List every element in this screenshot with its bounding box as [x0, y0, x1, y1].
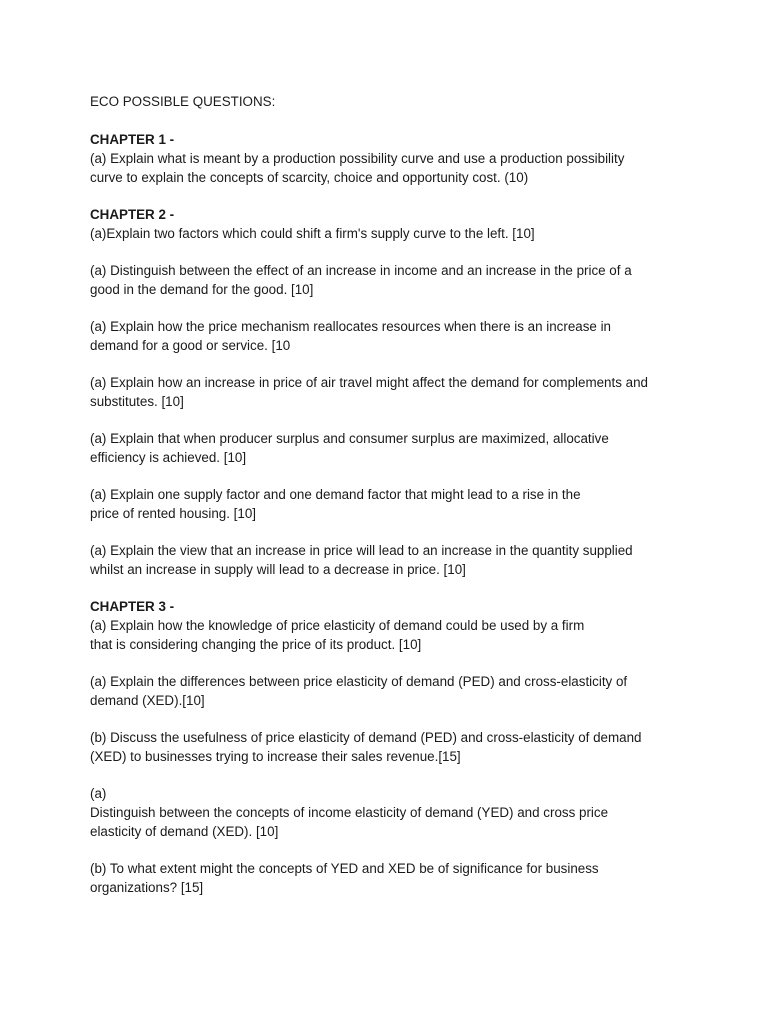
question-item: (a) Explain that when producer surplus and consumer surplus are maximized, allocative efficiency is achieved. [10]: [90, 431, 609, 465]
question-item: (a) Explain how the price mechanism reallocates resources when there is an increase in demand for a good or service. [10: [90, 319, 611, 353]
question-item: (a)Explain two factors which could shift a firm's supply curve to the left. [10]: [90, 226, 535, 241]
document-title: ECO POSSIBLE QUESTIONS:: [90, 94, 276, 109]
chapter-heading: CHAPTER 3 -: [90, 599, 175, 614]
chapter-heading: CHAPTER 1 -: [90, 132, 175, 147]
question-item: (a) Explain the view that an increase in price will lead to an increase in the quantity supplied whilst an increase in supply will lead to a decrease in price. [10]: [90, 543, 633, 577]
question-item: (a) Explain what is meant by a production possibility curve and use a production possibility curve to explain the concepts of scarcity, choice and opportunity cost. (10): [90, 151, 625, 185]
document-page: [90, 92, 690, 915]
chapter-2-section: [90, 205, 690, 579]
question-item: (b) Discuss the usefulness of price elasticity of demand (PED) and cross-elasticity of demand (XED) to businesses trying to increase their sales revenue.[15]: [90, 730, 642, 764]
question-item: (a) Explain how the knowledge of price elasticity of demand could be used by a firm that is considering changing the price of its product. [10]: [90, 618, 585, 652]
chapter-1-section: [90, 130, 690, 187]
chapter-3-section: [90, 597, 690, 897]
question-item: (b) To what extent might the concepts of YED and XED be of significance for business organizations? [15]: [90, 861, 599, 895]
chapter-heading: CHAPTER 2 -: [90, 207, 175, 222]
question-item: (a) Distinguish between the effect of an increase in income and an increase in the price of a good in the demand for the good. [10]: [90, 263, 632, 297]
question-item: (a) Explain the differences between price elasticity of demand (PED) and cross-elasticity of demand (XED).[10]: [90, 674, 628, 708]
question-item: (a) Explain one supply factor and one demand factor that might lead to a rise in the price of rented housing. [10]: [90, 487, 581, 521]
question-item: (a) Explain how an increase in price of air travel might affect the demand for complements and substitutes. [10]: [90, 375, 648, 409]
question-item: (a) Distinguish between the concepts of income elasticity of demand (YED) and cross price elasticity of demand (XED). [10]: [90, 786, 609, 839]
